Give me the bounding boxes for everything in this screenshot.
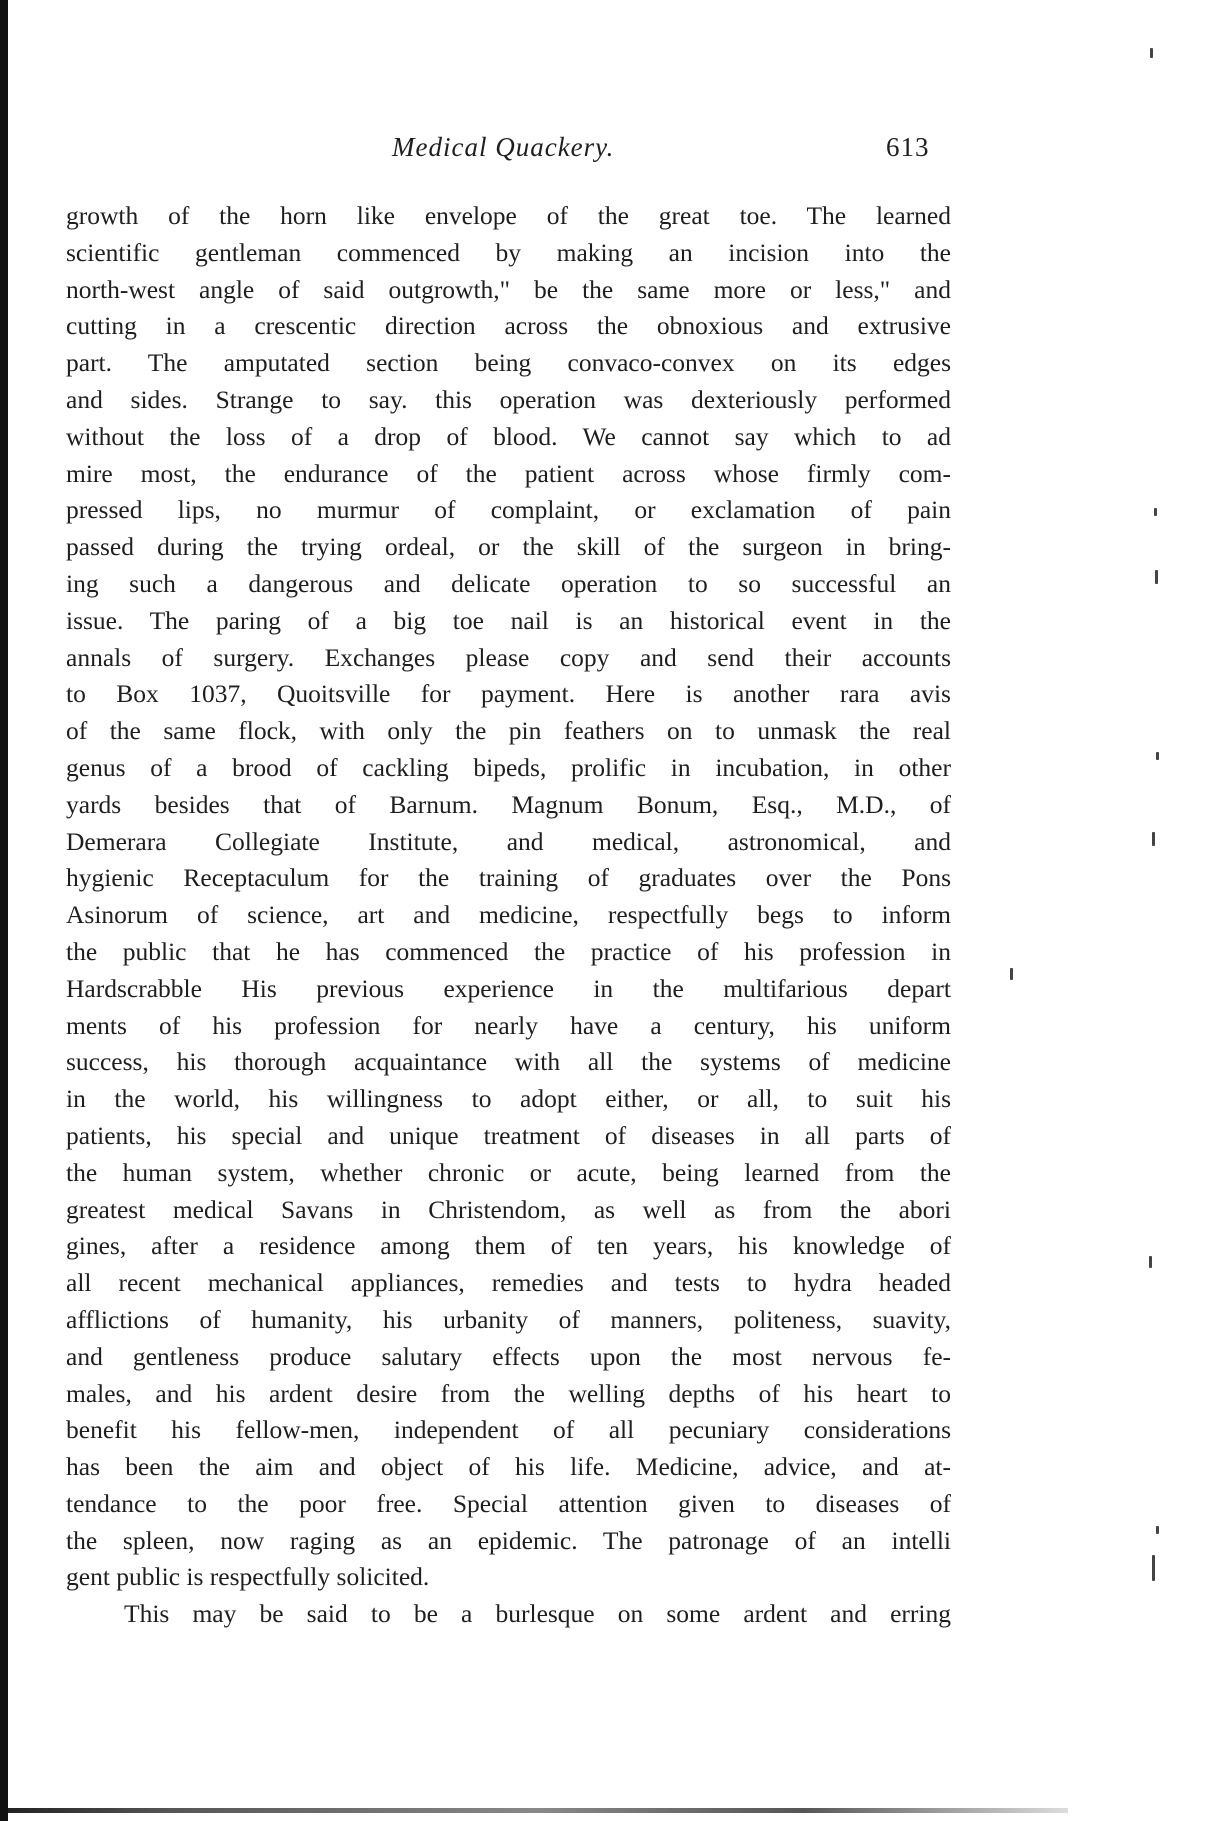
body-text <box>66 198 951 1633</box>
margin-speck <box>1156 1526 1159 1534</box>
text-line: greatest medical Savans in Christendom, as well as from the abori <box>66 1194 951 1224</box>
text-line: in the world, his willingness to adopt either, or all, to suit his <box>66 1084 951 1114</box>
text-line: has been the aim and object of his life. Medicine, advice, and at- <box>66 1452 951 1482</box>
text-line: growth of the horn like envelope of the great toe. The learned <box>66 201 951 230</box>
text-line: the human system, whether chronic or acute, being learned from the <box>66 1157 951 1187</box>
text-line: of the same flock, with only the pin feathers on to unmask the real <box>66 716 951 746</box>
text-line: yards besides that of Barnum. Magnum Bonum, Esq., M.D., of <box>66 789 951 819</box>
bottom-edge-smudge <box>8 1808 1068 1813</box>
text-line: the public that he has commenced the practice of his profession in <box>66 936 951 966</box>
paragraph-end-line: gent public is respectfully solicited. <box>66 1562 430 1592</box>
margin-speck <box>1149 1256 1152 1268</box>
text-line: without the loss of a drop of blood. We cannot say which to ad <box>66 421 951 451</box>
margin-speck <box>1154 508 1157 516</box>
text-line: cutting in a crescentic direction across the obnoxious and extrusive <box>66 311 951 341</box>
text-line: success, his thorough acquaintance with all the systems of medicine <box>66 1047 951 1077</box>
text-line: the spleen, now raging as an epidemic. The patronage of an intelli <box>66 1525 951 1555</box>
text-line: pressed lips, no murmur of complaint, or exclamation of pain <box>66 495 951 525</box>
text-line: part. The amputated section being convaco-convex on its edges <box>66 348 951 378</box>
running-head <box>0 132 1216 172</box>
text-line: gines, after a residence among them of ten years, his knowledge of <box>66 1231 951 1261</box>
text-line: afflictions of humanity, his urbanity of manners, politeness, suavity, <box>66 1304 951 1334</box>
text-line: annals of surgery. Exchanges please copy and send their accounts <box>66 642 951 672</box>
text-line: passed during the trying ordeal, or the skill of the surgeon in bring- <box>66 532 951 562</box>
text-line: issue. The paring of a big toe nail is an historical event in the <box>66 605 951 635</box>
text-line: mire most, the endurance of the patient across whose firmly com- <box>66 458 951 488</box>
text-line: ments of his profession for nearly have a century, his uniform <box>66 1010 951 1040</box>
text-line: north-west angle of said outgrowth," be the same more or less," and <box>66 274 951 304</box>
text-line: genus of a brood of cackling bipeds, prolific in incubation, in other <box>66 752 951 782</box>
margin-speck <box>1155 570 1158 584</box>
margin-speck <box>1156 752 1159 760</box>
text-line: to Box 1037, Quoitsville for payment. Here is another rara avis <box>66 679 951 709</box>
running-title: Medical Quackery. <box>392 132 615 162</box>
text-line: hygienic Receptaculum for the training of graduates over the Pons <box>66 863 951 893</box>
text-line: males, and his ardent desire from the welling depths of his heart to <box>66 1378 951 1408</box>
text-line: Hardscrabble His previous experience in the multifarious depart <box>66 973 951 1003</box>
margin-speck <box>1152 832 1155 846</box>
text-line: Demerara Collegiate Institute, and medical, astronomical, and <box>66 826 951 856</box>
paragraph-start-line: This may be said to be a burlesque on some ardent and erring <box>124 1599 951 1629</box>
margin-speck <box>1010 968 1013 980</box>
text-line: and sides. Strange to say. this operation was dexteriously performed <box>66 384 951 414</box>
text-line: tendance to the poor free. Special attention given to diseases of <box>66 1488 951 1518</box>
text-line: patients, his special and unique treatment of diseases in all parts of <box>66 1120 951 1150</box>
text-line: ing such a dangerous and delicate operation to so successful an <box>66 568 951 598</box>
page-binding-edge <box>0 0 8 1821</box>
page-number: 613 <box>886 132 930 162</box>
text-line: scientific gentleman commenced by making an incision into the <box>66 237 951 267</box>
margin-speck <box>1150 48 1153 58</box>
text-line: benefit his fellow-men, independent of all pecuniary considerations <box>66 1415 951 1445</box>
text-line: Asinorum of science, art and medicine, respectfully begs to inform <box>66 900 951 930</box>
margin-speck <box>1152 1555 1155 1581</box>
text-line: and gentleness produce salutary effects upon the most nervous fe- <box>66 1341 951 1371</box>
text-line: all recent mechanical appliances, remedies and tests to hydra headed <box>66 1268 951 1298</box>
